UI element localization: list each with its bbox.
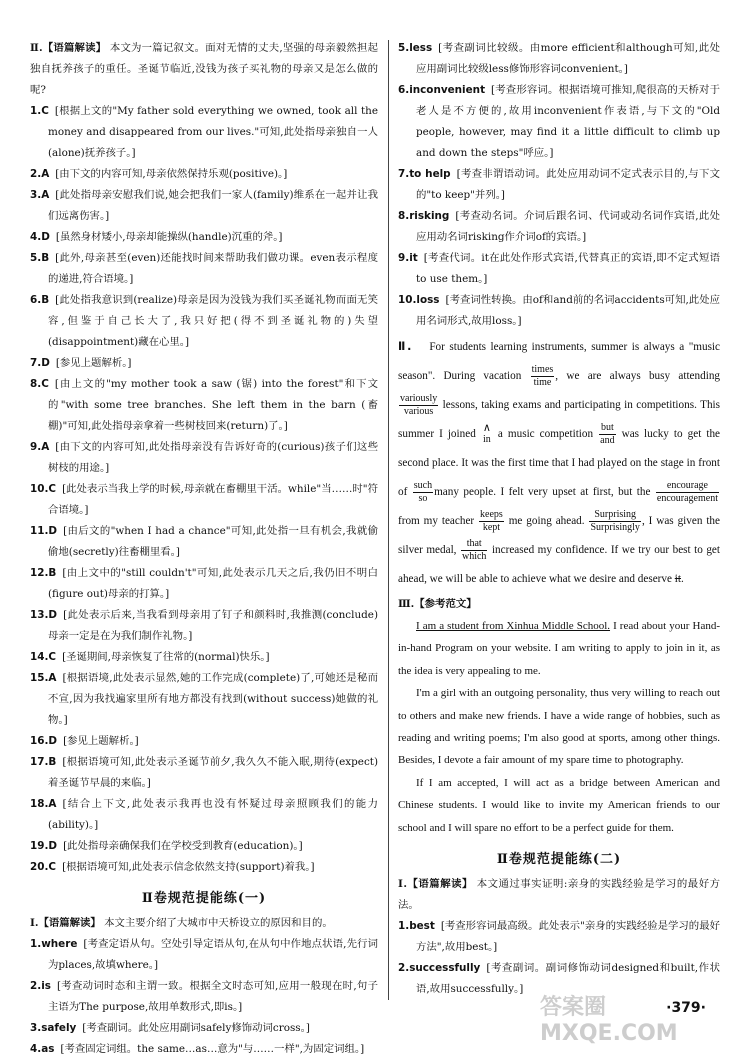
item-explanation: [根据语境,此处表示显然,她的工作完成(complete)了,可她还是秘而不宣,因为我找遍家里所有地方都没有找到(without success)她做的礼物。] xyxy=(48,672,378,726)
wrong-word: but xyxy=(600,421,614,433)
error-correction xyxy=(398,332,720,594)
correction-text: For students learning instruments, summer is always a "music season". During vacation xyxy=(398,341,721,382)
correction-mark xyxy=(413,480,433,505)
section1-intro-label: Ⅰ.【语篇解读】 xyxy=(30,917,101,929)
answer-item xyxy=(30,976,378,1018)
item-explanation: [此外,母亲甚至(even)还能找时间来帮助我们做功课。even表示程度的递进,符合语境。] xyxy=(48,252,378,285)
item-answer: inconvenient xyxy=(409,84,486,96)
item-number: 4. xyxy=(30,231,42,243)
correction-text: , we are always busy attending xyxy=(555,370,721,382)
item-explanation: [考查副词。此处应用副词safely修饰动词cross。] xyxy=(82,1022,310,1034)
answer-item xyxy=(30,1018,378,1039)
correct-word: Surprisingly xyxy=(590,521,640,533)
answer-item xyxy=(30,353,378,374)
correct-word: so xyxy=(418,492,428,504)
answer-item xyxy=(30,521,378,563)
item-answer: A xyxy=(41,189,50,201)
intro-text: 本文为一篇记叙文。面对无情的丈夫,坚强的母亲毅然担起独自抚养孩子的重任。圣诞节临近,没钱为孩子买礼物的母亲又是怎么做的呢? xyxy=(30,42,378,96)
intro-label: Ⅱ.【语篇解读】 xyxy=(30,42,107,54)
essay-label-text: Ⅲ.【参考范文】 xyxy=(398,598,477,610)
item-number: 1. xyxy=(398,920,410,933)
answer-item xyxy=(30,1039,378,1060)
item-answer: A xyxy=(41,441,50,453)
essay-label xyxy=(398,594,720,615)
essay-title-sentence: I am a student from Xinhua Middle School. xyxy=(416,620,611,632)
answer-list-cloze xyxy=(30,101,378,878)
item-explanation: [考查形容词最高级。此处表示"亲身的实践经验是学习的最好方法",故用best。] xyxy=(416,920,720,954)
item-explanation: [此处表示后来,当我看到母亲用了钉子和颜料时,我推测(conclude)母亲一定是在为我们制作礼物。] xyxy=(48,609,378,642)
item-number: 2. xyxy=(30,980,42,992)
item-number: 14. xyxy=(30,651,49,663)
item-explanation: [根据语境可知,此处表示信念依然支持(support)着我。] xyxy=(62,861,315,873)
item-explanation: [由下文的内容可知,此处指母亲没有告诉好奇的(curious)孩子们这些树枝的用途。] xyxy=(48,441,378,474)
answer-item xyxy=(398,206,720,248)
wrong-word: variously xyxy=(400,392,438,404)
item-number: 2. xyxy=(398,962,410,975)
item-explanation: [此处指母亲确保我们在学校受到教育(education)。] xyxy=(63,840,303,852)
answer-list-grammar-cont xyxy=(398,38,720,332)
wrong-word: that xyxy=(461,538,487,551)
item-number: 18. xyxy=(30,798,49,810)
item-answer: D xyxy=(48,525,58,537)
item-answer: A xyxy=(48,798,57,810)
correct-word: various xyxy=(403,405,434,417)
item-number: 4. xyxy=(30,1043,42,1055)
wrong-word: times xyxy=(531,363,554,375)
item-answer: as xyxy=(41,1043,55,1055)
item-explanation: [结合上下文,此处表示我再也没有怀疑过母亲照顾我们的能力(ability)。] xyxy=(48,798,378,831)
item-answer: safely xyxy=(41,1022,77,1034)
item-answer: C xyxy=(41,378,49,390)
item-explanation: [考查副词比较级。由more efficient和although可知,此处应用副词比较级less修饰形容词convenient。] xyxy=(416,42,720,75)
item-answer: best xyxy=(409,920,435,933)
item-number: 9. xyxy=(398,252,410,264)
item-explanation: [考查代词。it在此处作形式宾语,代替真正的宾语,即不定式短语to use them。] xyxy=(416,252,720,285)
wrong-word: Surprising xyxy=(589,509,640,522)
answer-item xyxy=(30,227,378,248)
answer-item xyxy=(30,479,378,521)
wrong-word: such xyxy=(413,479,433,491)
item-explanation: [考查非谓语动词。此处应用动词不定式表示目的,与下文的"to keep"并列。] xyxy=(416,168,720,201)
answer-item xyxy=(30,647,378,668)
answer-item xyxy=(30,836,378,857)
answer-item xyxy=(30,857,378,878)
answer-item xyxy=(30,248,378,290)
item-number: 17. xyxy=(30,756,49,768)
item-explanation: [圣诞期间,母亲恢复了往常的(normal)快乐。] xyxy=(62,651,270,663)
section1-intro xyxy=(30,913,378,934)
correction-mark xyxy=(656,480,719,505)
correct-word: kept xyxy=(482,521,501,533)
correction-text: from my teacher xyxy=(398,515,475,527)
answer-item xyxy=(30,290,378,353)
item-number: 6. xyxy=(398,84,410,96)
correction-text: . xyxy=(680,573,684,585)
item-number: 3. xyxy=(30,1022,42,1034)
correction-mark xyxy=(531,364,555,389)
column-divider xyxy=(388,40,389,1000)
item-answer: loss xyxy=(416,294,440,306)
item-explanation: [考查词性转换。由of和and前的名词accidents可知,此处应用名词形式,故用loss。] xyxy=(416,294,720,327)
item-number: 13. xyxy=(30,609,49,621)
correction-text: , I was given the silver medal, xyxy=(398,515,720,556)
item-answer: D xyxy=(41,357,50,369)
section-title-1: Ⅱ卷规范提能练(一) xyxy=(141,891,267,906)
item-explanation: [根据上文的"My father sold everything we owned, took all the money and disappeared from our lives."可知,此处指母亲独自一人(alone)抚养孩子。] xyxy=(48,105,378,159)
item-explanation: [此处表示当我上学的时候,母亲就在畜棚里干活。while"当……时"符合语境。] xyxy=(48,483,378,516)
correction-text: lessons, taking exams and participating in competitions. This summer I joined xyxy=(398,399,720,440)
answer-item xyxy=(30,185,378,227)
item-answer: less xyxy=(409,42,433,54)
item-answer: successfully xyxy=(409,962,481,975)
item-number: 15. xyxy=(30,672,49,684)
item-explanation: [考查副词。副词修饰动词designed和built,作状语,故用successfully。] xyxy=(416,962,720,996)
answer-item xyxy=(398,38,720,80)
answer-item xyxy=(30,934,378,976)
item-number: 7. xyxy=(398,168,410,180)
item-number: 12. xyxy=(30,567,49,579)
answer-item xyxy=(30,563,378,605)
answer-item xyxy=(398,290,720,332)
item-explanation: [考查动词时态和主谓一致。根据全文时态可知,应用一般现在时,句子主语为The purpose,故用单数形式,即is。] xyxy=(48,980,378,1013)
item-explanation: [根据语境可知,此处表示圣诞节前夕,我久久不能入眠,期待(expect)着圣诞节早晨的来临。] xyxy=(48,756,378,789)
correction-text: many people. I felt very upset at first, but the xyxy=(434,486,651,498)
item-number: 8. xyxy=(30,378,42,390)
item-number: 1. xyxy=(30,938,42,950)
item-number: 10. xyxy=(398,294,417,306)
item-answer: to help xyxy=(409,168,451,180)
essay-paragraph-3: If I am accepted, I will act as a bridge between American and Chinese students. I would like to invite my American friends to our school and I will spare no effort to be a perfect guide for them. xyxy=(398,776,720,834)
right-column xyxy=(398,38,720,1000)
correction-mark xyxy=(599,422,615,447)
item-number: 19. xyxy=(30,840,49,852)
correction-text: a music competition xyxy=(497,428,594,440)
correction-text: increased my confidence. If we try our best to get ahead, we will be able to achieve what we desire and deserve xyxy=(398,544,720,585)
item-number: 11. xyxy=(30,525,49,537)
item-number: 10. xyxy=(30,483,49,495)
section2-intro-label: Ⅰ.【语篇解读】 xyxy=(398,878,473,891)
answer-item xyxy=(30,164,378,185)
item-explanation: [虽然身材矮小,母亲却能操纵(handle)沉重的斧。] xyxy=(55,231,283,243)
item-answer: C xyxy=(41,105,49,117)
answer-item xyxy=(30,374,378,437)
item-explanation: [由下文的内容可知,母亲依然保持乐观(positive)。] xyxy=(55,168,288,180)
item-explanation: [此处指我意识到(realize)母亲是因为没钱为我们买圣诞礼物而面无笑容,但鉴于自己长大了,我只好把(得不到圣诞礼物的)失望(disappointment)藏在心里。] xyxy=(48,294,378,348)
essay-paragraph-1 xyxy=(398,615,720,682)
item-explanation: [考查动名词。介词后跟名词、代词或动名词作宾语,此处应用动名词risking作介词of的宾语。] xyxy=(416,210,720,243)
answer-item xyxy=(398,248,720,290)
answer-item xyxy=(30,605,378,647)
item-number: 5. xyxy=(30,252,42,264)
item-number: 6. xyxy=(30,294,42,306)
answer-item xyxy=(30,101,378,164)
correct-word: which xyxy=(461,550,487,562)
item-number: 3. xyxy=(30,189,42,201)
item-explanation: [参见上题解析。] xyxy=(55,357,132,369)
reading-intro xyxy=(30,38,378,101)
item-answer: B xyxy=(48,567,57,579)
item-answer: D xyxy=(41,231,50,243)
item-answer: where xyxy=(41,938,78,950)
item-explanation: [考查固定词组。the same…as…意为"与……一样",为固定词组。] xyxy=(60,1043,365,1055)
insertion-mark xyxy=(483,423,491,445)
page-number: ·379· xyxy=(666,1000,706,1016)
section2-intro-text: 本文通过事实证明:亲身的实践经验是学习的最好方法。 xyxy=(398,878,720,912)
item-answer: C xyxy=(48,651,57,663)
correction-mark xyxy=(399,393,438,418)
answer-item xyxy=(398,916,720,958)
section1-intro-text: 本文主要介绍了大城市中天桥设立的原因和目的。 xyxy=(104,917,333,929)
watermark-logo: 答案圈 MXQE.COM xyxy=(540,995,678,1046)
correction-text: was lucky to get the second place. It was the first time that I had played on the stage in front of xyxy=(398,428,721,498)
item-answer: B xyxy=(48,756,57,768)
answer-item xyxy=(398,80,720,164)
caret-symbol: ∧ xyxy=(482,422,491,435)
correct-word: encouragement xyxy=(656,492,718,504)
item-answer: B xyxy=(41,294,50,306)
correction-mark xyxy=(479,509,504,534)
item-explanation: [由后文的"when I had a chance"可知,此处指一旦有机会,我就偷偷地(secretly)往畜棚里看。] xyxy=(48,525,378,558)
item-answer: D xyxy=(48,609,58,621)
item-explanation: [考查形容词。根据语境可推知,爬很高的天桥对于老人是不方便的,故用inconvenient作表语,与下文的"Old people, however, may find it a little difficult to climb up and down the steps"呼应。] xyxy=(416,84,720,159)
correct-word: time xyxy=(533,376,552,388)
item-explanation: [参见上题解析。] xyxy=(63,735,139,747)
answer-item xyxy=(30,668,378,731)
wrong-word: keeps xyxy=(480,508,503,520)
essay-text: I read about your Hand-in-hand Program on your website. I am writing to apply to join in it, as the idea is very appealing to me. xyxy=(398,620,720,677)
item-number: 2. xyxy=(30,168,42,180)
item-answer: D xyxy=(48,840,58,852)
essay-paragraph-2: I'm a girl with an outgoing personality, thus very willing to reach out to others and make new friends. I have a wide range of hobbies, such as reading and writing poems; I'm also good at sports, among other things. Besides, I devote a fair amount of my spare time to photography. xyxy=(398,687,720,767)
item-answer: C xyxy=(48,861,57,873)
item-answer: A xyxy=(48,672,57,684)
answer-item xyxy=(398,164,720,206)
item-answer: is xyxy=(41,980,51,992)
item-number: 1. xyxy=(30,105,42,117)
section-title-2: Ⅱ卷规范提能练(二) xyxy=(496,852,622,868)
answer-item xyxy=(30,752,378,794)
item-number: 9. xyxy=(30,441,42,453)
item-explanation: [考查定语从句。空处引导定语从句,在从句中作地点状语,先行词为places,故填where。] xyxy=(48,938,378,971)
item-answer: C xyxy=(48,483,57,495)
answer-item xyxy=(30,794,378,836)
answer-list-grammar-2 xyxy=(398,916,720,1000)
item-number: 8. xyxy=(398,210,410,222)
section2-intro xyxy=(398,874,720,916)
item-number: 7. xyxy=(30,357,42,369)
item-number: 5. xyxy=(398,42,410,54)
item-number: 20. xyxy=(30,861,49,873)
item-answer: D xyxy=(48,735,58,747)
item-answer: risking xyxy=(409,210,450,222)
inserted-word: in xyxy=(482,434,491,446)
answer-list-grammar xyxy=(30,934,378,1060)
answer-item xyxy=(30,437,378,479)
wrong-word: encourage xyxy=(656,480,719,493)
correction-text: me going ahead. xyxy=(508,515,585,527)
answer-item xyxy=(30,731,378,752)
item-answer: A xyxy=(41,168,50,180)
correct-word: and xyxy=(600,434,615,446)
correction-mark xyxy=(461,538,487,563)
correction-mark xyxy=(589,509,640,534)
deleted-word: it xyxy=(674,573,681,585)
left-column xyxy=(30,38,378,1060)
item-explanation: [此处指母亲安慰我们说,她会把我们一家人(family)维系在一起并让我们远离伤害。] xyxy=(48,189,378,222)
correction-label: Ⅱ. xyxy=(398,340,412,353)
item-answer: it xyxy=(409,252,418,264)
item-explanation: [由上文中的"still couldn't"可知,此处表示几天之后,我仍旧不明白(figure out)母亲的打算。] xyxy=(48,567,378,600)
item-answer: B xyxy=(41,252,50,264)
item-number: 16. xyxy=(30,735,49,747)
item-explanation: [由上文的"my mother took a saw (锯) into the forest"和下文的"with some tree branches. She left them in the barn (畜棚)"可知,此处指母亲拿着一些树枝回来(return)了。] xyxy=(48,378,378,432)
